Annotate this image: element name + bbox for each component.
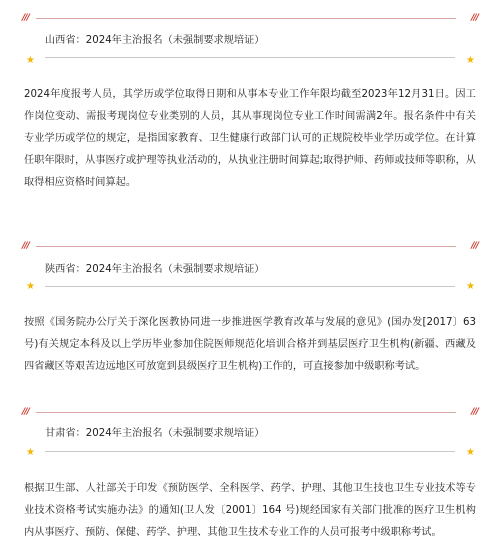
section-title: 山西省：2024年主治报名（未强制要求规培证） bbox=[45, 35, 265, 46]
section-body: 2024年度报考人员，其学历或学位取得日期和从事本专业工作年限均截至2023年12月31日。因工作岗位变动、需报考现岗位专业类别的人员，其从事现岗位专业工作时间需满2年。报名条件中有关专业学历或学位的规定，是指国家教育、卫生健康行政部门认可的正规院校毕业学历或学位。在计算任职年限时，从事医疗或护理等执业活动的，从执业注册时间算起;取得护师、药师或技师等职称，从取得相应资格时间算起。 bbox=[24, 89, 476, 188]
divider bbox=[36, 18, 456, 19]
slash-decoration-icon: /// bbox=[22, 13, 29, 23]
section-header-decoration bbox=[18, 12, 478, 26]
section-title: 甘肃省：2024年主治报名（未强制要求规培证） bbox=[45, 428, 265, 439]
slash-decoration-icon: /// bbox=[471, 407, 478, 417]
star-icon: ★ bbox=[26, 55, 35, 66]
section-header-decoration bbox=[18, 240, 478, 254]
section-title: 陕西省：2024年主治报名（未强制要求规培证） bbox=[45, 264, 265, 275]
star-icon: ★ bbox=[466, 55, 475, 66]
star-icon: ★ bbox=[26, 447, 35, 458]
section-body: 按照《国务院办公厅关于深化医教协同进一步推进医学教育改革与发展的意见》(国办发[2017〕63号)有关规定本科及以上学历毕业参加住院医师规范化培训合格并到基层医疗卫生机构(新疆、西藏及四省藏区等艰苦边远地区可放宽到县级医疗卫生机构)工作的，可直接参加中级职称考试。 bbox=[24, 317, 476, 372]
section-body: 根据卫生部、人社部关于印发《预防医学、全科医学、药学、护理、其他卫生技也卫生专业技术等专业技术资格考试实施办法》的通知(卫人发〔2001〕164 号)规经国家有关部门批准的医疗卫生机构内从事医疗、预防、保健、药学、护理、其他卫生技术专业工作的人员可报考中级职称考试。 bbox=[24, 483, 476, 538]
slash-decoration-icon: /// bbox=[22, 407, 29, 417]
star-icon: ★ bbox=[466, 447, 475, 458]
section-header-decoration bbox=[18, 406, 478, 420]
slash-decoration-icon: /// bbox=[22, 241, 29, 251]
divider bbox=[45, 57, 455, 58]
divider bbox=[36, 412, 456, 413]
divider bbox=[45, 451, 455, 452]
star-icon: ★ bbox=[26, 281, 35, 292]
divider bbox=[45, 286, 455, 287]
slash-decoration-icon: /// bbox=[471, 13, 478, 23]
slash-decoration-icon: /// bbox=[471, 241, 478, 251]
divider bbox=[36, 246, 456, 247]
star-icon: ★ bbox=[466, 281, 475, 292]
